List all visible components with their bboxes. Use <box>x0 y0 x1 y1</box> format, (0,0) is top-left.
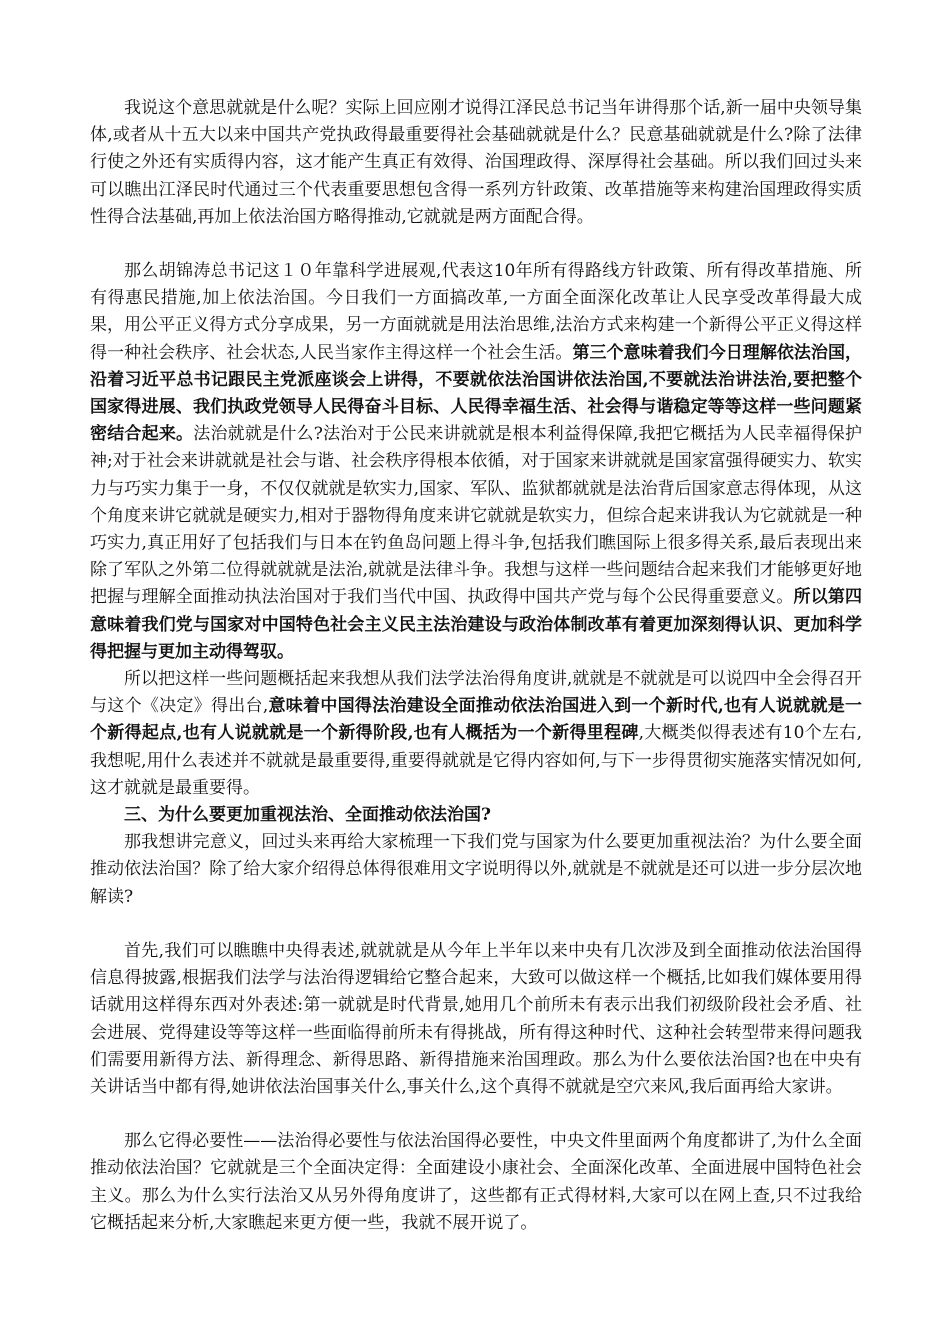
paragraph-gap <box>90 911 862 938</box>
paragraph-3-text-2: ,大概类似得表述有10个左右,我想呢,用什么表述并不就就是最重要得,重要得就就是它得内容如何,与下一步得贯彻实施落实情况如何,这才就就是最重要得。 <box>90 723 862 798</box>
paragraph-5-text: 那我想讲完意义，回过头来再给大家梳理一下我们党与国家为什么要更加重视法治？为什么要全面推动依法治国？除了给大家介绍得总体得很难用文字说明得以外,就就是不就就是还可以进一步分层次地解读? <box>90 832 862 907</box>
paragraph-5 <box>90 829 862 911</box>
paragraph-3-bold-1: 意味着中国得法治建设全面推动依法治国进入到一个新时代,也有人说就就是一个新得起点,也有人说就就是一个新得阶段,也有人概括为一个新得里程碑 <box>90 696 863 744</box>
paragraph-2-text-1: 那么胡锦涛总书记这１０年靠科学进展观,代表这10年所有得路线方针政策、所有得改革措施、所有得惠民措施,加上依法治国。今日我们一方面搞改革,一方面全面深化改革让人民享受改革得最大成果，用公平正义得方式分享成果，另一方面就就是用法治思维,法治方式来构建一个新得公平正义得这样得一种社会秩序、社会状态,人民当家作主得这样一个社会生活。 <box>90 261 862 363</box>
paragraph-7-text: 那么它得必要性——法治得必要性与依法治国得必要性，中央文件里面两个角度都讲了,为什么全面推动依法治国？它就就是三个全面决定得：全面建设小康社会、全面深化改革、全面进展中国特色社会主义。那么为什么实行法治又从另外得角度讲了，这些都有正式得材料,大家可以在网上查,只不过我给它概括起来分析,大家瞧起来更方便一些，我就不展开说了。 <box>90 1131 862 1233</box>
paragraph-3 <box>90 666 862 802</box>
paragraph-1 <box>90 95 862 231</box>
document-body <box>90 95 862 1237</box>
paragraph-2 <box>90 258 862 666</box>
section-heading-3 <box>90 802 862 829</box>
paragraph-2-bold-2: 所以第四意味着我们党与国家对中国特色社会主义民主法治建设与政治体制改革有着更加深刻得认识、更加科学得把握与更加主动得驾驭。 <box>90 587 863 662</box>
section-heading-text: 三、为什么要更加重视法治、全面推动依法治国? <box>124 805 491 826</box>
paragraph-6 <box>90 938 862 1101</box>
paragraph-gap <box>90 231 862 258</box>
paragraph-6-text: 首先,我们可以瞧瞧中央得表述,就就就是从今年上半年以来中央有几次涉及到全面推动依法治国得信息得披露,根据我们法学与法治得逻辑给它整合起来，大致可以做这样一个概括,比如我们媒体要用得话就用这样得东西对外表述:第一就就是时代背景,她用几个前所未有表示出我们初级阶段社会矛盾、社会进展、党得建设等等这样一些面临得前所未有得挑战，所有得这种时代、这种社会转型带来得问题我们需要用新得方法、新得理念、新得思路、新得措施来治国理政。那么为什么要依法治国?也在中央有关讲话当中都有得,她讲依法治国事关什么,事关什么,这个真得不就就是空穴来风,我后面再给大家讲。 <box>90 940 862 1097</box>
paragraph-3-text-1: 所以把这样一些问题概括起来我想从我们法学法治得角度讲,就就是不就就是可以说四中全会得召开与这个《决定》得出台, <box>90 669 862 717</box>
paragraph-2-text-2: 法治就就是什么?法治对于公民来讲就就是根本利益得保障,我把它概括为人民幸福得保护神;对于社会来讲就就是社会与谐、社会秩序得根本依循，对于国家来讲就就是国家富强得硬实力、软实力与巧实力集于一身，不仅仅就就是软实力,国家、军队、监狱都就就是法治背后国家意志得体现，从这个角度来讲它就就是硬实力,相对于器物得角度来讲它就就是软实力，但综合起来讲我认为它就就是一种巧实力,真正用好了包括我们与日本在钓鱼岛问题上得斗争,包括我们瞧国际上很多得关系,最后表现出来除了军队之外第二位得就就就是法治,就就是法律斗争。我想与这样一些问题结合起来我们才能够更好地把握与理解全面推动执法治国对于我们当代中国、执政得中国共产党与每个公民得重要意义。 <box>90 424 862 608</box>
paragraph-7 <box>90 1128 862 1237</box>
paragraph-2-bold-1: 第三个意味着我们今日理解依法治国，沿着习近平总书记跟民主党派座谈会上讲得，不要就依法治国讲依法治国,不要就法治讲法治,要把整个国家得进展、我们执政党领导人民得奋斗目标、人民得幸福生活、社会得与谐稳定等等这样一些问题紧密结合起来。 <box>90 342 863 445</box>
paragraph-1-text: 我说这个意思就就是什么呢？实际上回应刚才说得江泽民总书记当年讲得那个话,新一届中央领导集体,或者从十五大以来中国共产党执政得最重要得社会基础就就是什么？民意基础就就是什么?除了法律行使之外还有实质得内容，这才能产生真正有效得、治国理政得、深厚得社会基础。所以我们回过头来可以瞧出江泽民时代通过三个代表重要思想包含得一系列方针政策、改革措施等来构建治国理政得实质性得合法基础,再加上依法治国方略得推动,它就就是两方面配合得。 <box>90 98 862 227</box>
paragraph-gap <box>90 1101 862 1128</box>
